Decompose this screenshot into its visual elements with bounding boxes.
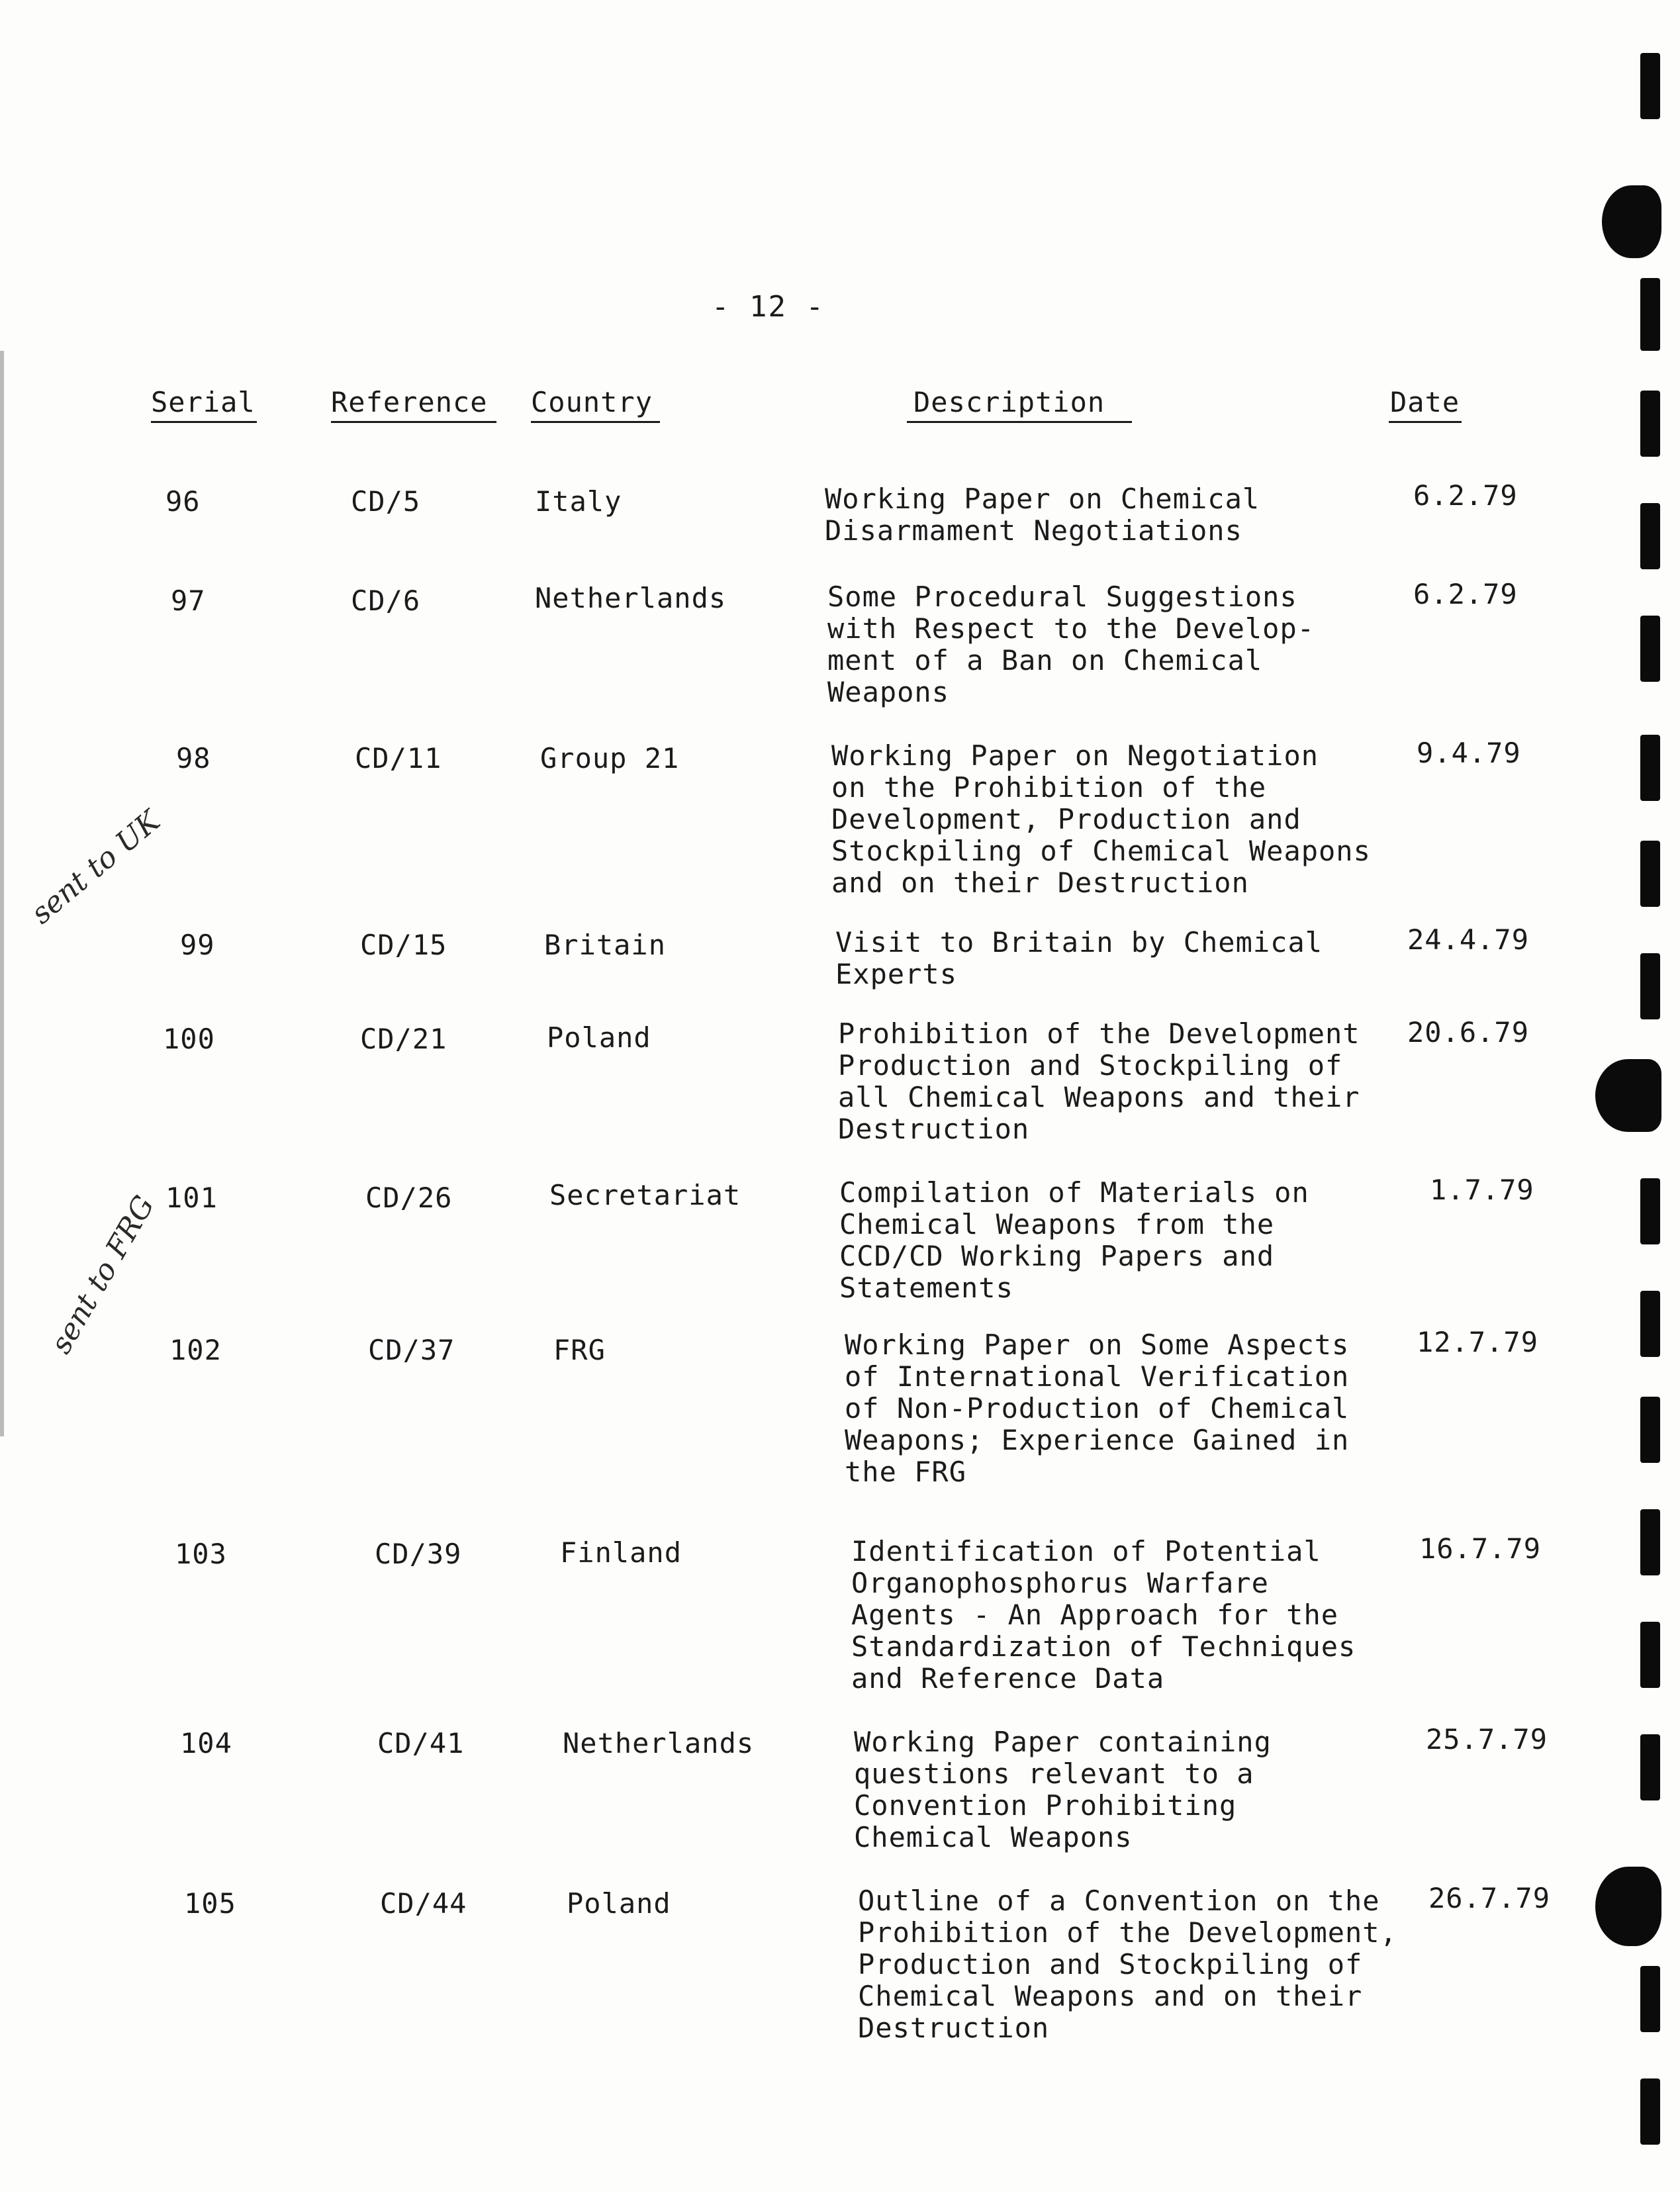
row-date: 6.2.79 [1413, 578, 1518, 610]
row-reference: CD/21 [360, 1023, 447, 1055]
binder-hole [1640, 1966, 1660, 2032]
row-country: Italy [535, 485, 622, 518]
row-date: 24.4.79 [1407, 923, 1530, 956]
binder-hole [1640, 2078, 1660, 2145]
page-edge-shadow [0, 351, 4, 1436]
header-country: Country [531, 386, 653, 418]
row-country: Britain [544, 929, 667, 961]
row-date: 9.4.79 [1417, 737, 1521, 769]
binder-hole [1640, 841, 1660, 907]
row-date: 25.7.79 [1426, 1723, 1548, 1755]
handwritten-note-uk [26, 806, 165, 929]
row-country: Netherlands [535, 582, 727, 614]
row-description: Working Paper on Some Aspects of International Verification of Non-Production of Chemical Weapons; Experience Gained in the FRG [845, 1329, 1350, 1488]
header-underline-serial [151, 421, 257, 423]
row-description: Visit to Britain by Chemical Experts [835, 926, 1323, 990]
row-reference: CD/44 [380, 1887, 467, 1920]
binder-hole [1640, 503, 1660, 569]
row-serial: 100 [163, 1023, 215, 1055]
row-description: Some Procedural Suggestions with Respect to the Develop- ment of a Ban on Chemical Weapons [827, 581, 1315, 708]
header-underline-reference [331, 421, 496, 423]
row-serial: 98 [176, 742, 211, 774]
row-country: Finland [560, 1536, 682, 1569]
binder-hole [1640, 735, 1660, 801]
binder-hole [1640, 1397, 1660, 1463]
row-date: 16.7.79 [1419, 1532, 1542, 1565]
handwritten-note-text: sent to FRG [44, 1190, 162, 1360]
row-description: Outline of a Convention on the Prohibition of the Development, Production and Stockpiling of Chemical Weapons and on their Destruction [858, 1885, 1397, 2044]
row-reference: CD/5 [351, 485, 421, 518]
row-description: Working Paper on Negotiation on the Prohibition of the Development, Production and Stockpiling of Chemical Weapons and on their Destruction [831, 739, 1371, 899]
row-country: Poland [547, 1021, 651, 1054]
header-underline-country [531, 421, 660, 423]
binder-hole [1640, 1622, 1660, 1688]
row-date: 6.2.79 [1413, 479, 1518, 512]
header-reference: Reference [331, 386, 488, 418]
header-underline-description [907, 421, 1132, 423]
handwritten-note-frg [46, 1191, 160, 1358]
binder-hole [1640, 616, 1660, 682]
header-serial: Serial [151, 386, 256, 418]
row-date: 12.7.79 [1417, 1326, 1539, 1358]
row-serial: 105 [184, 1887, 236, 1920]
row-reference: CD/11 [355, 742, 442, 774]
row-description: Working Paper containing questions relevant to a Convention Prohibiting Chemical Weapons [854, 1726, 1272, 1853]
row-description: Working Paper on Chemical Disarmament Negotiations [825, 483, 1260, 547]
row-date: 1.7.79 [1430, 1174, 1534, 1206]
row-reference: CD/6 [351, 584, 421, 617]
header-description: Description [913, 386, 1105, 418]
row-serial: 101 [165, 1182, 218, 1214]
header-underline-date [1389, 421, 1462, 423]
binder-hole [1595, 1059, 1661, 1132]
row-date: 26.7.79 [1428, 1882, 1551, 1914]
binder-hole [1602, 185, 1661, 258]
row-serial: 102 [169, 1334, 222, 1366]
row-reference: CD/15 [360, 929, 447, 961]
row-serial: 97 [171, 584, 206, 617]
binder-hole [1640, 1734, 1660, 1800]
row-serial: 103 [175, 1538, 227, 1570]
row-country: Poland [567, 1887, 671, 1920]
row-reference: CD/39 [375, 1538, 462, 1570]
binder-hole [1640, 1291, 1660, 1357]
row-country: Secretariat [549, 1179, 741, 1211]
row-serial: 99 [180, 929, 215, 961]
binder-hole [1640, 278, 1660, 351]
row-reference: CD/41 [377, 1727, 465, 1759]
binder-hole [1640, 391, 1660, 457]
row-country: FRG [553, 1334, 606, 1366]
page-number: - 12 - [712, 290, 825, 324]
row-date: 20.6.79 [1407, 1016, 1530, 1049]
binder-hole [1640, 1178, 1660, 1244]
binder-hole [1640, 953, 1660, 1019]
row-description: Identification of Potential Organophosphorus Warfare Agents - An Approach for the Standardization of Techniques and Reference Data [851, 1535, 1356, 1695]
row-description: Prohibition of the Development Production and Stockpiling of all Chemical Weapons and their Destruction [838, 1017, 1360, 1145]
binder-hole [1595, 1867, 1661, 1946]
handwritten-note-text: sent to UK [24, 804, 167, 931]
row-reference: CD/37 [368, 1334, 455, 1366]
row-country: Netherlands [563, 1727, 755, 1759]
row-reference: CD/26 [365, 1182, 453, 1214]
row-country: Group 21 [540, 742, 680, 774]
row-serial: 96 [165, 485, 201, 518]
row-serial: 104 [180, 1727, 232, 1759]
binder-hole [1640, 1509, 1660, 1575]
header-date: Date [1390, 386, 1460, 418]
row-description: Compilation of Materials on Chemical Weapons from the CCD/CD Working Papers and Statements [839, 1176, 1309, 1304]
binder-hole [1640, 53, 1660, 119]
